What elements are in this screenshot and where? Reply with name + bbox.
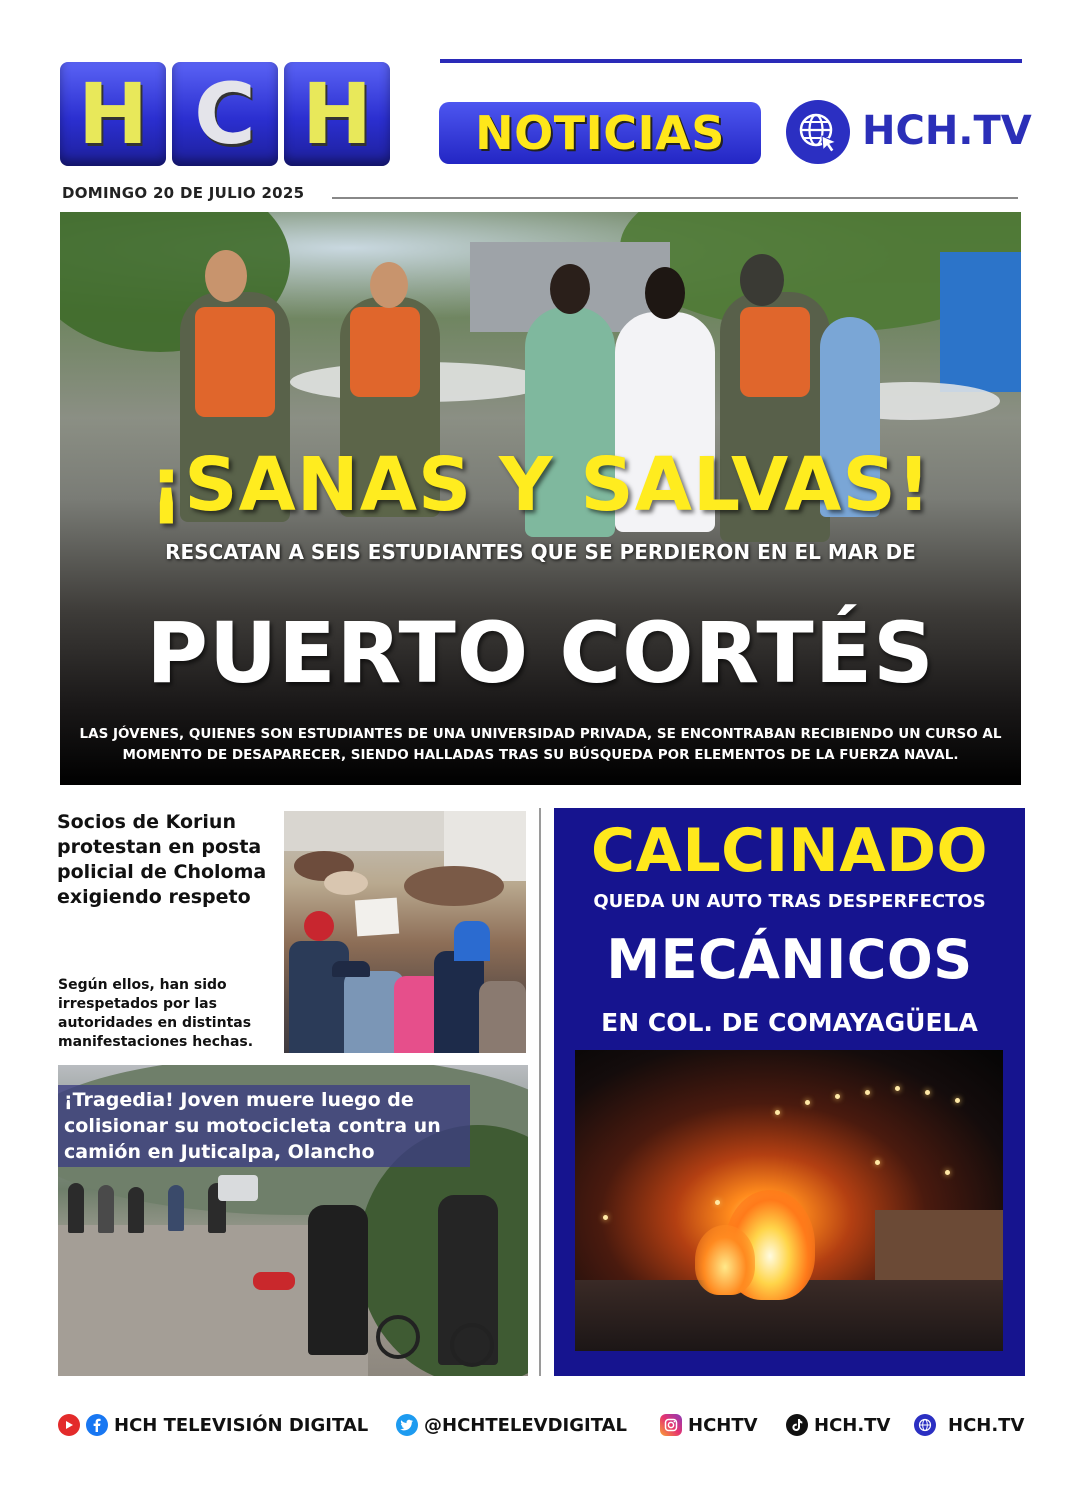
photo-bicycle-wheel bbox=[450, 1323, 494, 1367]
photo-head bbox=[370, 262, 408, 308]
car-big-word: MECÁNICOS bbox=[606, 928, 973, 991]
photo-city-light bbox=[865, 1090, 870, 1095]
photo-officer bbox=[434, 951, 484, 1053]
photo-vest bbox=[350, 307, 420, 397]
photo-city-light bbox=[895, 1086, 900, 1091]
photo-city-light bbox=[835, 1094, 840, 1099]
koriun-photo[interactable] bbox=[284, 811, 526, 1053]
tragedy-story[interactable] bbox=[58, 1065, 528, 1376]
footer-web[interactable] bbox=[914, 1410, 1024, 1440]
main-description: LAS JÓVENES, QUIENES SON ESTUDIANTES DE UNA UNIVERSIDAD PRIVADA, SE ENCONTRABAN RECIBIENDO UN CURSO AL MOMENTO DE DESAPARECER, SIENDO HALLADAS TRAS SU BÚSQUEDA POR ELEMENTOS DE LA FUERZA NAVAL. bbox=[79, 726, 1002, 763]
photo-cap bbox=[332, 961, 370, 977]
photo-crowd bbox=[404, 866, 504, 906]
logo-letter: H bbox=[301, 65, 373, 163]
tiktok-handle: HCH.TV bbox=[814, 1414, 891, 1436]
car-story[interactable] bbox=[554, 808, 1025, 1376]
site-label[interactable]: HCH.TV bbox=[862, 108, 1032, 154]
photo-head bbox=[740, 254, 784, 306]
youtube-icon[interactable] bbox=[58, 1414, 80, 1436]
twitter-icon[interactable] bbox=[396, 1414, 418, 1436]
photo-blue-house bbox=[940, 252, 1021, 392]
photo-city-light bbox=[603, 1215, 608, 1220]
main-story[interactable] bbox=[60, 212, 1021, 785]
photo-wall bbox=[875, 1210, 1003, 1290]
header-rule bbox=[440, 59, 1022, 63]
photo-person bbox=[479, 981, 526, 1053]
photo-bystander bbox=[68, 1183, 84, 1233]
photo-bystander bbox=[168, 1185, 184, 1231]
photo-man-black-shirt bbox=[308, 1205, 368, 1355]
noticias-badge[interactable] bbox=[439, 102, 761, 164]
car-fire-photo[interactable] bbox=[575, 1050, 1003, 1351]
photo-city-light bbox=[775, 1110, 780, 1115]
photo-bicycle-wheel bbox=[376, 1315, 420, 1359]
facebook-handle: HCH TELEVISIÓN DIGITAL bbox=[114, 1414, 369, 1436]
instagram-handle: HCHTV bbox=[688, 1414, 758, 1436]
photo-red-cap bbox=[304, 911, 334, 941]
globe-icon[interactable] bbox=[786, 100, 850, 164]
koriun-summary: Según ellos, han sido irrespetados por las autoridades en distintas manifestaciones hechas. bbox=[58, 977, 254, 1050]
tragedy-caption bbox=[58, 1085, 470, 1167]
car-location: EN COL. DE COMAYAGÜELA bbox=[601, 1008, 978, 1037]
photo-officer bbox=[289, 941, 349, 1053]
photo-bystander bbox=[128, 1187, 144, 1233]
noticias-label: NOTICIAS bbox=[475, 106, 725, 160]
footer-instagram[interactable] bbox=[660, 1410, 758, 1440]
photo-truck bbox=[218, 1175, 258, 1201]
photo-head bbox=[645, 267, 685, 319]
social-footer bbox=[58, 1410, 1024, 1440]
photo-police-vest bbox=[454, 921, 490, 961]
date-rule bbox=[332, 197, 1018, 199]
car-subtitle: QUEDA UN AUTO TRAS DESPERFECTOS bbox=[593, 891, 986, 912]
photo-head bbox=[205, 250, 247, 302]
photo-protest-sign bbox=[355, 898, 399, 937]
edition-date: DOMINGO 20 DE JULIO 2025 bbox=[62, 184, 305, 202]
logo-tile-h2 bbox=[284, 62, 390, 166]
main-subtitle: RESCATAN A SEIS ESTUDIANTES QUE SE PERDIERON EN EL MAR DE bbox=[165, 540, 916, 564]
main-place: PUERTO CORTÉS bbox=[146, 604, 935, 702]
photo-victim bbox=[253, 1272, 295, 1290]
photo-flame bbox=[695, 1225, 755, 1295]
web-handle: HCH.TV bbox=[948, 1414, 1025, 1436]
koriun-headline[interactable]: Socios de Koriun protestan en posta policial de Choloma exigiendo respeto bbox=[57, 811, 267, 908]
photo-head bbox=[550, 264, 590, 314]
photo-bystander bbox=[98, 1185, 114, 1233]
photo-city-light bbox=[875, 1160, 880, 1165]
twitter-handle: @HCHTELEVDIGITAL bbox=[424, 1414, 628, 1436]
footer-tiktok[interactable] bbox=[786, 1410, 890, 1440]
hch-logo[interactable] bbox=[60, 62, 390, 166]
photo-city-light bbox=[955, 1098, 960, 1103]
facebook-icon[interactable] bbox=[86, 1414, 108, 1436]
car-headline[interactable]: CALCINADO bbox=[590, 816, 989, 886]
photo-city-light bbox=[805, 1100, 810, 1105]
logo-tile-h1 bbox=[60, 62, 166, 166]
footer-twitter[interactable] bbox=[396, 1410, 627, 1440]
globe-icon[interactable] bbox=[914, 1414, 936, 1436]
photo-vest bbox=[195, 307, 275, 417]
logo-letter: C bbox=[194, 65, 256, 163]
photo-city-light bbox=[715, 1200, 720, 1205]
logo-tile-c bbox=[172, 62, 278, 166]
tragedy-headline[interactable]: ¡Tragedia! Joven muere luego de colisionar su motocicleta contra un camión en Juticalpa, Olancho bbox=[64, 1089, 441, 1163]
footer-facebook[interactable] bbox=[58, 1410, 368, 1440]
instagram-icon[interactable] bbox=[660, 1414, 682, 1436]
logo-letter: H bbox=[77, 65, 149, 163]
photo-vest bbox=[740, 307, 810, 397]
photo-umbrella bbox=[324, 871, 368, 895]
main-headline[interactable]: ¡SANAS Y SALVAS! bbox=[149, 442, 932, 528]
photo-city-light bbox=[925, 1090, 930, 1095]
column-divider bbox=[539, 808, 541, 1376]
tiktok-icon[interactable] bbox=[786, 1414, 808, 1436]
photo-city-light bbox=[945, 1170, 950, 1175]
